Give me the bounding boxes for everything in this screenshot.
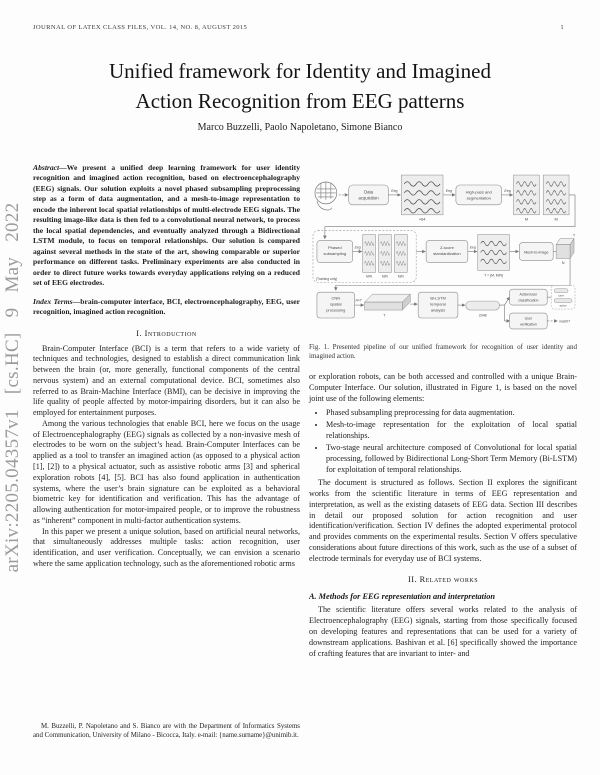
fig-label: Data <box>364 189 374 195</box>
fig-arrow-label: Eeg <box>391 188 398 193</box>
fig-box-bilstm-temporal <box>418 292 458 318</box>
abstract <box>33 163 300 289</box>
bullet-item: • Two-stage neural architecture composed of Convolutional for local spatial processing, followed by Bidirectional Long-Short Term Memory (Bi-LSTM) for exploitation of temporal relationships. <box>326 443 577 475</box>
index-terms <box>33 297 300 318</box>
fig-label: action <box>559 304 567 308</box>
fig-label: N <box>561 260 565 265</box>
fig-label: M/N <box>382 274 388 279</box>
paper-title-line2: Action Recognition from EEG patterns <box>135 89 465 114</box>
paper-title-line1: Unified framework for Identity and Imagined <box>109 59 491 83</box>
fig-arrow-label: Eeg <box>504 188 511 193</box>
section-heading-related-works: II. Related works <box>407 575 479 585</box>
fig-box-mesh-to-image <box>519 243 553 261</box>
fig-label: classification <box>518 298 539 303</box>
right-paragraph-1: or exploration robots, can be both accessed and controlled with a unique Brain-Computer Interface. Our solution, illustrated in Figure 1, is based on the novel joint use of the following elements: <box>309 372 577 403</box>
right-column <box>309 163 577 747</box>
fig-arrow-label: N×T <box>355 298 362 303</box>
fig-label: segmentation <box>466 195 491 201</box>
figure-1-pipeline-diagram <box>309 165 577 336</box>
fig-arrow-label: Eeg <box>354 245 361 250</box>
fig-label: CNN <box>331 295 341 301</box>
author-footnote: M. Buzzelli, P. Napoletano and S. Bianco are with the Department of Informatics Systems and Communication, University of Milano - Bicocca, Italy. e-mail: {name.surname}@unimib.it. <box>33 722 300 739</box>
fig-box-data-acquisition <box>349 185 389 205</box>
fig-classification-outputs <box>551 285 575 309</box>
fig-label: analysis <box>430 307 446 313</box>
fig-label: T <box>572 233 576 238</box>
fig-arrow-label: Eeg <box>445 188 453 193</box>
fig-signal-patch-raw <box>401 175 443 222</box>
fig-label: processing <box>326 307 346 313</box>
intro-paragraph-2: Among the various technologies that enable BCI, here we focus on the usage of Electroencephalography (EEG) signals as collected by a non-invasive mesh of electrodes to be worn on the subject’s head. Brain-Computer Interfaces can be applied as a tool to transfer an imagined action (as opposed to a physical action [1], [2]) to a physical actuator, such as assistive robotic arms [3] and spherical exploration robots [4], [5]. BCI has also found application in authentication systems, where the user’s brain signature can be exploited as a behavioral biometric key for identification and verification. This has the advantage of allowing authentication for motor-impaired people, or to improve the robustness as “inherent” component in multi-factor authentication systems. <box>33 418 300 525</box>
running-head <box>33 24 564 31</box>
fig-label: temporal <box>430 301 446 307</box>
fig-box-cnn-spatial <box>317 292 355 318</box>
related-paragraph-1: The scientific literature offers several works related to the analysis of Electroencephalography (EEG) signals, starting from those specifically focused on developing features and representations that can be used for a variety of downstream applications. Bashivan et al. [6] specifically showed the importance of crafting features that are invariant to inter- and <box>309 605 577 658</box>
fig-label: Action/user <box>519 292 538 297</box>
bullet-item: • Mesh-to-image representation for the exploitation of local spatial relationships. <box>326 420 577 442</box>
paper-title <box>55 56 545 117</box>
left-column <box>33 163 300 747</box>
fig-label: user <box>558 294 564 298</box>
subsection-heading-methods: A. Methods for EEG representation and interpretation <box>309 592 496 602</box>
fig-label: M <box>524 216 529 222</box>
fig-label: standardization <box>433 250 461 256</box>
journal-header: JOURNAL OF LATEX CLASS FILES, VOL. 14, NO. 8, AUGUST 2015 <box>33 24 248 31</box>
fig-label: Z-score <box>440 245 454 251</box>
fig-box-zscore-standardization <box>426 241 468 263</box>
section-heading-introduction: I. Introduction <box>136 328 197 338</box>
fig-label: (Training only) <box>315 276 338 281</box>
fig-training-only-group <box>313 231 416 283</box>
index-terms-text: —brain-computer interface, BCI, electroencephalography, EEG, user recognition, imagined action recognition. <box>33 296 301 317</box>
fig-label: spatial <box>330 301 342 307</box>
abstract-text: —We present a unified deep learning framework for user identity recognition and imagined action recognition, based on electroencephalography (EEG) signals. Our solution exploits a novel phased subsampling preprocessing step as a form of data augmentation, and a mesh-to-image representation to encode the inherent local spatial relationships of multi-electrode EEG signals. The resulting image-like data is then fed to a convolutional neural network, to process the local spatial dependencies, and eventually analyzed through a Bidirectional LSTM module, to focus on temporal relationships. Our solution is compared against several methods in the state of the art, showing comparable or superior performance on different tasks. Preliminary experiments are also conducted in order to direct future works towards everyday applications relying on a reduced set of EEG electrodes. <box>33 163 300 288</box>
fig-label: Bi-LSTM <box>430 295 446 301</box>
index-terms-label: Index Terms <box>33 296 73 306</box>
page-number: 1 <box>560 24 564 31</box>
fig-label: acquisition <box>358 195 379 201</box>
fig-feature-vector <box>466 301 500 317</box>
intro-paragraph-1: Brain-Computer Interface (BCI) is a term that refers to a wide variety of techniques and technologies, designed to establish a direct communication link between the brain (or, more generally, functional components of the central nervous system) and an external computational device. BCI, sometimes also referred to as Brain-Machine Interface (BMI), can be decisive in improving the life quality of people affected by motor-impairing disorders, but it can also be employed for entertainment purposes. <box>33 343 300 418</box>
eeg-head-icon <box>315 182 337 210</box>
fig-arrow-label: Eeg <box>469 245 476 250</box>
fig-box-highpass-segmentation <box>456 185 502 205</box>
fig-label: T <box>383 313 386 318</box>
fig-label: Mesh-to-image <box>524 250 549 255</box>
fig-label: T = {M, M/N} <box>484 273 504 278</box>
figure-1 <box>309 165 577 361</box>
fig-label: M <box>554 216 558 222</box>
figure-caption: Fig. 1. Presented pipeline of our unified framework for recognition of user identity and imagined action. <box>309 343 577 361</box>
fig-box-user-verification <box>510 313 548 329</box>
fig-label: subsampling <box>323 250 347 256</box>
right-paragraph-2: The document is structured as follows. Section II explores the significant works from the scientific literature in terms of EEG representation and interpretation, as well as the existing datasets of EEG data. Section III describes in detail our proposed solution for action recognition and user identification/verification. Section IV defines the adopted experimental protocol and provides comments on the experimental results. Section V offers speculative considerations about future directions of this work, such as the use of a subset of electrode terminals for everyday use of BCI systems. <box>309 478 577 563</box>
fig-label: M/N <box>397 274 404 279</box>
fig-label: match? <box>559 319 571 324</box>
arxiv-watermark: arXiv:2205.04357v1 [cs.HC] 9 May 2022 <box>2 202 23 573</box>
fig-label: Phased <box>327 245 342 251</box>
fig-label: M/N <box>366 274 372 279</box>
author-list: Marco Buzzelli, Paolo Napoletano, Simone Bianco <box>197 122 403 133</box>
fig-label: 2048 <box>478 313 487 318</box>
fig-signal-patch-filtered <box>513 175 569 222</box>
fig-box-action-user-classification <box>510 289 548 305</box>
abstract-label: Abstract <box>33 163 60 172</box>
fig-image-cube <box>556 234 576 265</box>
fig-feature-slab <box>365 294 411 317</box>
fig-signal-patch-standardized <box>478 235 510 278</box>
bullet-item: • Phased subsampling preprocessing for data augmentation. <box>326 408 577 419</box>
fig-label: ×64 <box>418 216 426 222</box>
fig-label: High-pass and <box>465 189 492 195</box>
two-column-body <box>33 163 577 747</box>
fig-label: User <box>524 316 533 321</box>
contribution-bullet-list <box>309 408 577 476</box>
intro-paragraph-3: In this paper we present a unique solution, based on artificial neural networks, that simultaneously addresses multiple tasks: action recognition, user identification, and user verification. Conceptually, we can envision a scenario where the same application technology, such as the aforementioned robotic arms <box>33 526 300 568</box>
fig-label: verification <box>519 322 537 327</box>
